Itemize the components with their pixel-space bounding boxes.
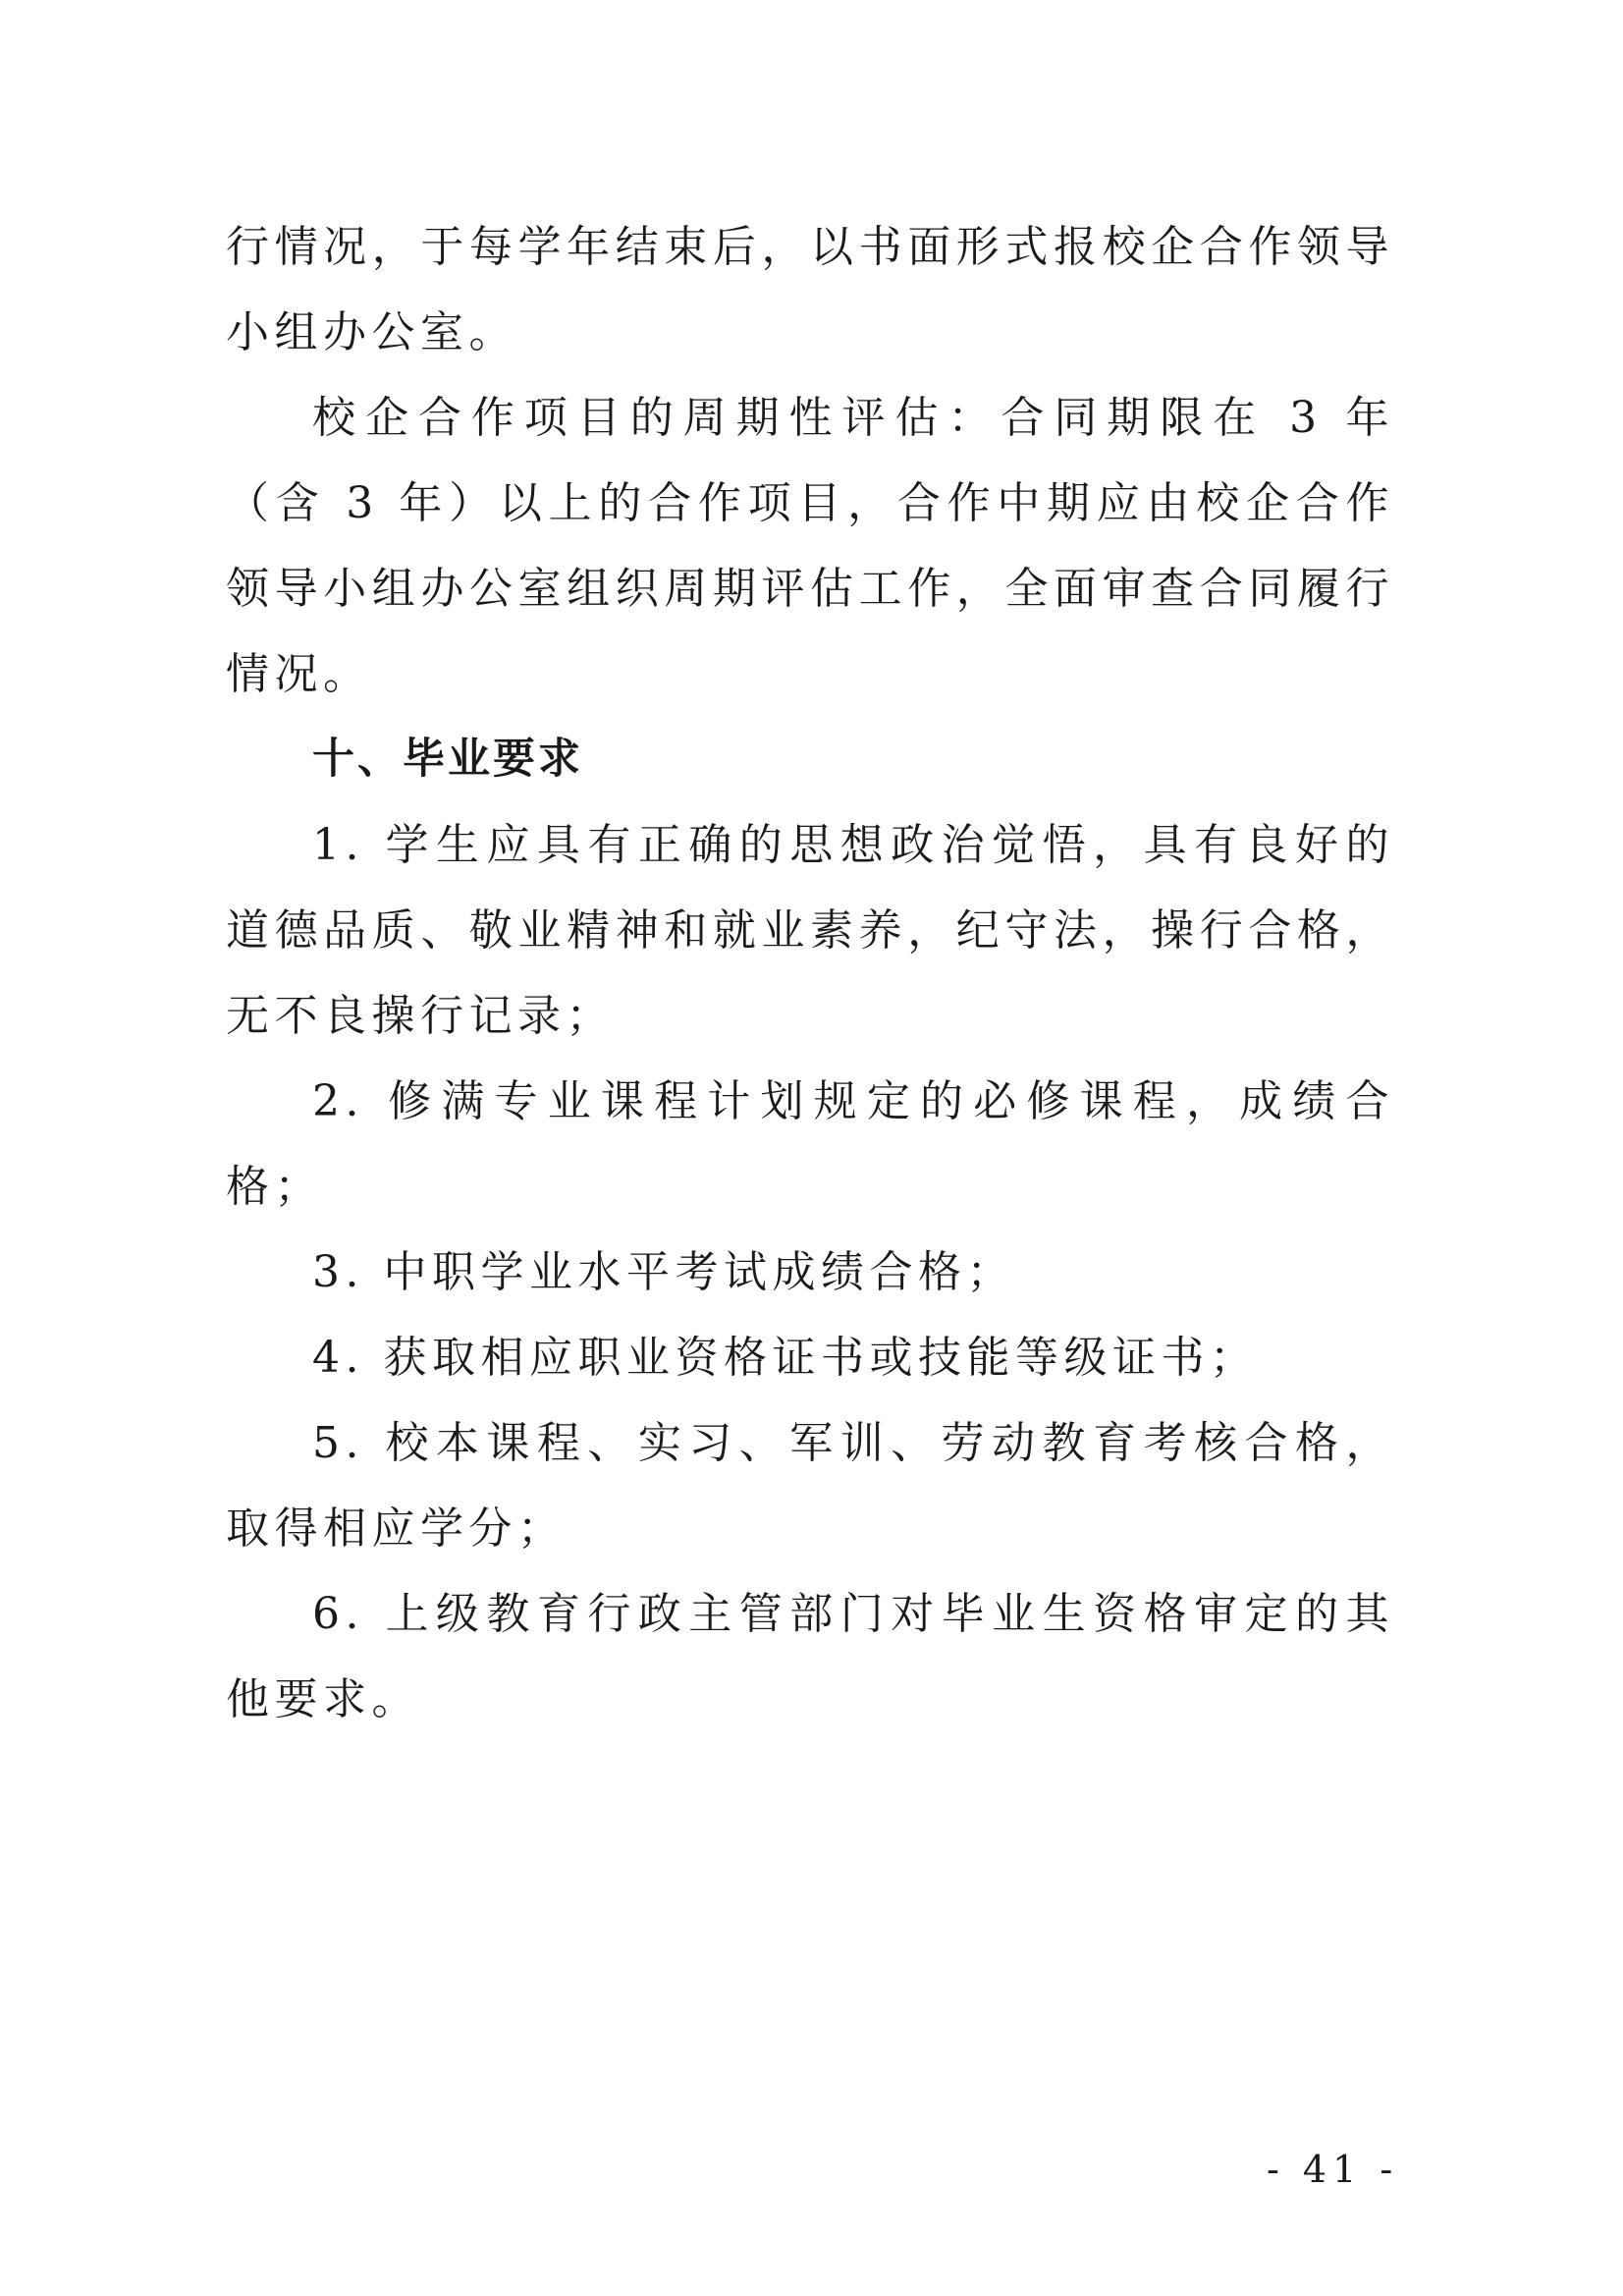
body-text [226,204,1394,1742]
paragraph-periodic-evaluation: 校企合作项目的周期性评估：合同期限在 3 年（含 3 年）以上的合作项目，合作中期应由校企合作领导小组办公室组织周期评估工作，全面审查合同履行情况。 [226,393,1394,699]
page-number: - 41 - [1267,2148,1399,2191]
section-heading-graduation-requirements: 十、毕业要求 [312,735,583,784]
requirement-item-5: 5. 校本课程、实习、军训、劳动教育考核合格，取得相应学分； [226,1418,1394,1554]
requirement-item-3: 3. 中职学业水平考试成绩合格； [312,1247,1015,1297]
requirement-item-4: 4. 获取相应职业资格证书或技能等级证书； [312,1333,1259,1383]
requirement-item-1: 1. 学生应具有正确的思想政治觉悟，具有良好的道德品质、敬业精神和就业素养，纪守法，操行合格，无不良操行记录； [226,820,1394,1041]
paragraph-continuation: 行情况，于每学年结束后，以书面形式报校企合作领导小组办公室。 [226,222,1394,357]
requirement-item-2: 2. 修满专业课程计划规定的必修课程，成绩合格； [226,1076,1394,1212]
requirement-item-6: 6. 上级教育行政主管部门对毕业生资格审定的其他要求。 [226,1589,1394,1724]
